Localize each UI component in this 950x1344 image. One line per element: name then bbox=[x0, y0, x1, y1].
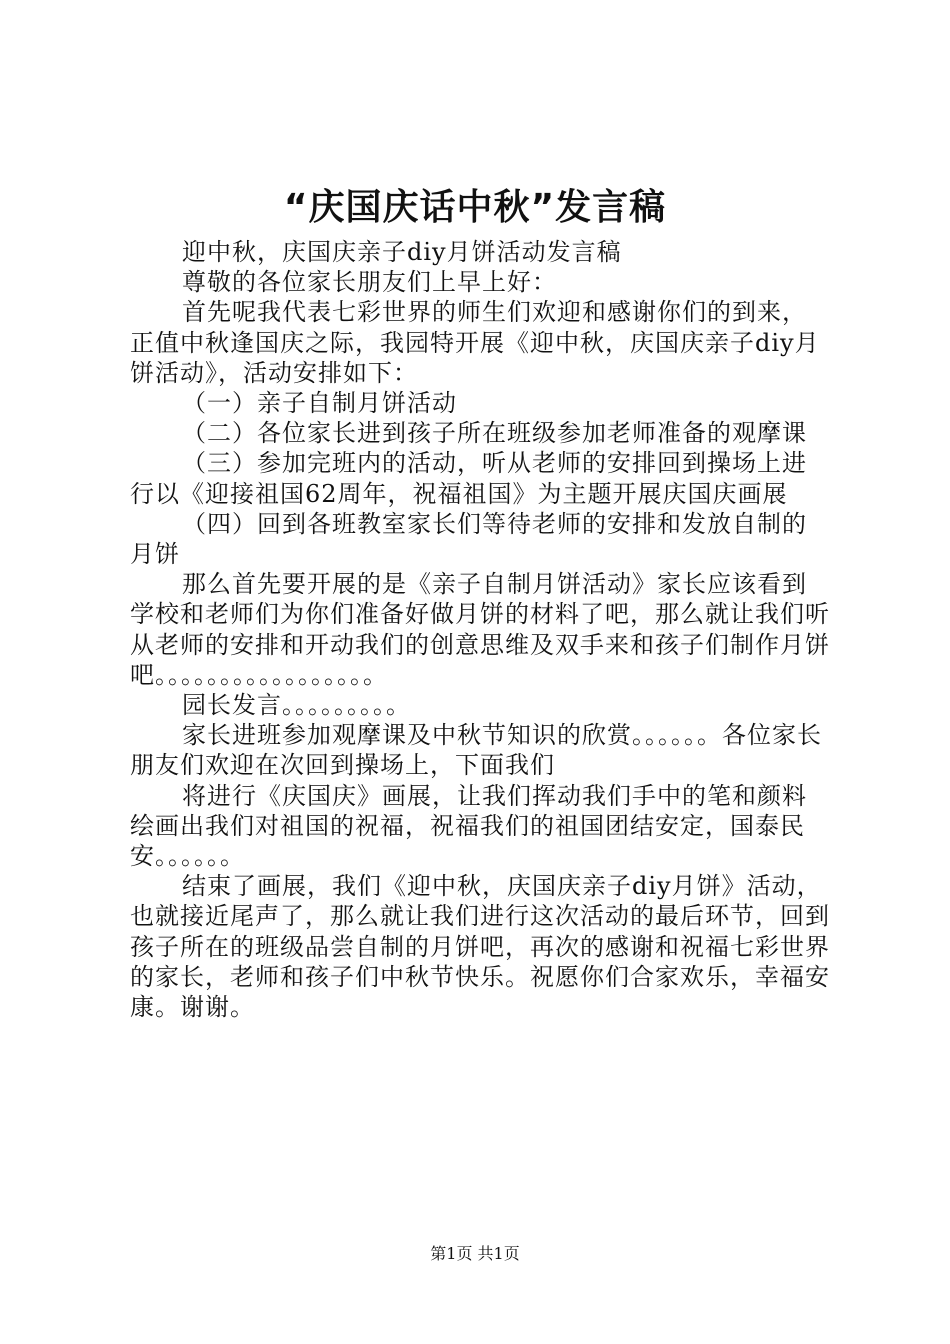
document-title: “庆国庆话中秋”发言稿 bbox=[283, 187, 667, 228]
paragraph: 尊敬的各位家长朋友们上早上好： bbox=[182, 268, 557, 297]
paragraph: 首先呢我代表七彩世界的师生们欢迎和感谢你们的到来，正值中秋逢国庆之际，我园特开展《迎中秋，庆国庆亲子diy月饼活动》，活动安排如下： bbox=[130, 298, 820, 387]
paragraph: （三）参加完班内的活动，听从老师的安排回到操场上进行以《迎接祖国62周年，祝福祖国》为主题开展庆国庆画展 bbox=[130, 449, 807, 508]
paragraph: （二）各位家长进到孩子所在班级参加老师准备的观摩课 bbox=[182, 419, 807, 448]
page-footer: 第1页 共1页 bbox=[430, 1244, 520, 1263]
paragraph: 结束了画展，我们《迎中秋，庆国庆亲子diy月饼》活动，也就接近尾声了，那么就让我们进行这次活动的最后环节，回到孩子所在的班级品尝自制的月饼吧，再次的感谢和祝福七彩世界的家长，老师和孩子们中秋节快乐。祝愿你们合家欢乐，幸福安康。谢谢。 bbox=[130, 872, 830, 1022]
paragraph: （一）亲子自制月饼活动 bbox=[182, 389, 457, 418]
paragraph: 将进行《庆国庆》画展，让我们挥动我们手中的笔和颜料绘画出我们对祖国的祝福，祝福我们的祖国团结安定，国泰民安。。。。。。 bbox=[130, 781, 807, 871]
paragraph: 那么首先要开展的是《亲子自制月饼活动》家长应该看到学校和老师们为你们准备好做月饼的材料了吧，那么就让我们听从老师的安排和开动我们的创意思维及双手来和孩子们制作月饼吧。。。。。。。。。。。。。。。。。 bbox=[130, 570, 830, 689]
document-body bbox=[130, 237, 830, 1022]
paragraph: 家长进班参加观摩课及中秋节知识的欣赏。。。。。。各位家长朋友们欢迎在次回到操场上，下面我们 bbox=[130, 721, 822, 780]
paragraph: （四）回到各班教室家长们等待老师的安排和发放自制的月饼 bbox=[130, 509, 807, 569]
paragraph: 迎中秋，庆国庆亲子diy月饼活动发言稿 bbox=[182, 238, 622, 266]
paragraph: 园长发言。。。。。。。。。 bbox=[182, 691, 411, 720]
